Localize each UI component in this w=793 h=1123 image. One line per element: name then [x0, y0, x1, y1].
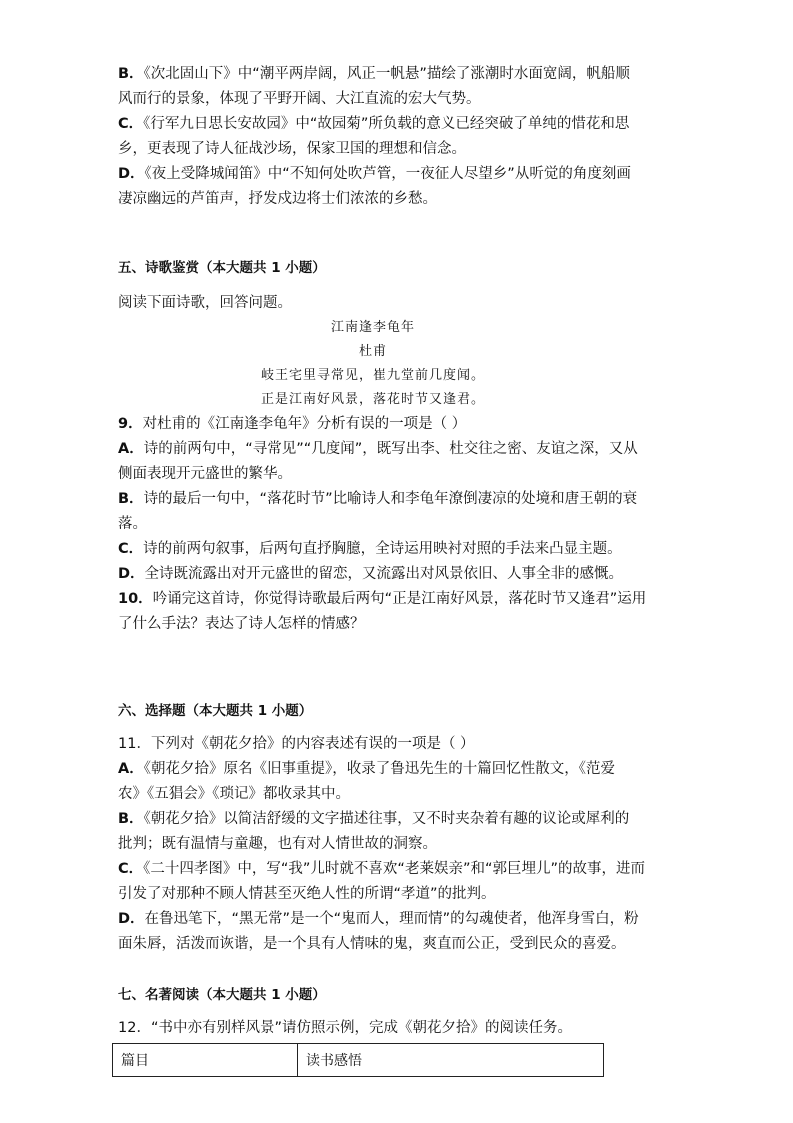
option-text: 在鲁迅笔下，“黑无常”是一个“鬼而人，理而情”的勾魂使者，他浑身雪白，粉 [144, 911, 639, 927]
option-text: 《夜上受降城闻笛》中“不知何处吹芦管，一夜征人尽望乡”从听觉的角度刻画 [144, 166, 631, 182]
section-heading-choice: 六、选择题（本大题共 1 小题） [118, 703, 313, 719]
option-text: 诗的最后一句中，“落花时节”比喻诗人和李龟年潦倒凄凉的处境和唐王朝的衰 [143, 491, 638, 507]
q11-option-c-line2: 引发了对那种不顾人情甚至灭绝人性的所谓“孝道”的批判。 [118, 886, 496, 902]
table-row [113, 1044, 604, 1077]
q11-option-d-line1 [118, 907, 678, 932]
q9-option-d [118, 562, 678, 587]
question-12-stem [118, 1016, 678, 1041]
option-d-line2: 凄凉幽远的芦笛声，抒发戍边将士们浓浓的乡愁。 [118, 191, 437, 207]
question-number: 9． [118, 416, 143, 432]
q11-option-c-line1 [118, 857, 678, 882]
question-text: “书中亦有别样风景”请仿照示例，完成《朝花夕拾》的阅读任务。 [150, 1020, 572, 1036]
q9-option-b-line1 [118, 487, 678, 512]
q9-option-a-line1 [118, 437, 678, 462]
q11-option-b-line1 [118, 807, 678, 832]
option-text: 《朝花夕拾》以简洁舒缓的文字描述往事，又不时夹杂着有趣的议论或犀利的 [143, 811, 630, 827]
option-label: A． [118, 441, 144, 457]
option-label: B． [118, 491, 144, 507]
question-10-line2: 了什么手法？表达了诗人怎样的情感？ [118, 616, 365, 632]
question-number: 11． [118, 736, 151, 752]
option-text: 《朝花夕拾》原名《旧事重提》，收录了鲁迅先生的十篇回忆性散文，《范爱 [143, 761, 615, 777]
poem-line-2: 正是江南好风景，落花时节又逢君。 [260, 392, 485, 407]
option-label: B． [118, 811, 144, 827]
table-header-title: 篇目 [113, 1044, 298, 1077]
table-header-reflection: 读书感悟 [298, 1044, 604, 1077]
q9-option-b-line2: 落。 [118, 516, 147, 532]
option-label: B． [118, 66, 144, 82]
question-11-stem [118, 732, 678, 757]
option-label: D． [118, 166, 145, 182]
option-text: 诗的前两句叙事，后两句直抒胸臆，全诗运用映衬对照的手法来凸显主题。 [143, 541, 622, 557]
option-text: 《行军九日思长安故园》中“故园菊”所负载的意义已经突破了单纯的惜花和思 [143, 116, 630, 132]
poem-author: 杜甫 [358, 344, 387, 359]
option-d-line1 [118, 162, 678, 187]
option-b-line2: 风而行的景象，体现了平野开阔、大江直流的宏大气势。 [118, 91, 481, 107]
option-b-line1 [118, 62, 678, 87]
q11-option-a-line2: 农》《五猖会》《琐记》都收录其中。 [118, 786, 350, 802]
question-number: 12． [118, 1020, 151, 1036]
page-content [118, 62, 678, 1077]
option-label: D． [118, 911, 145, 927]
section-heading-classics: 七、名著阅读（本大题共 1 小题） [118, 987, 326, 1003]
poem-title: 江南逢李龟年 [330, 320, 415, 335]
question-9-stem [118, 412, 678, 437]
option-text: 《次北固山下》中“潮平两岸阔，风正一帆悬”描绘了涨潮时水面宽阔，帆船顺 [143, 66, 630, 82]
option-text: 全诗既流露出对开元盛世的留恋，又流露出对风景依旧、人事全非的感慨。 [144, 566, 624, 582]
q9-option-a-line2: 侧面表现开元盛世的繁华。 [118, 466, 292, 482]
option-c-line1 [118, 112, 678, 137]
question-10-line1 [118, 587, 678, 612]
option-label: C． [118, 541, 144, 557]
q11-option-b-line2: 批判；既有温情与童趣，也有对人情世故的洞察。 [118, 836, 437, 852]
section-heading-poetry: 五、诗歌鉴赏（本大题共 1 小题） [118, 260, 326, 276]
question-number: 10． [118, 591, 153, 607]
poem-line-1: 岐王宅里寻常见，崔九堂前几度闻。 [260, 368, 485, 383]
q11-option-d-line2: 面朱唇，活泼而诙谐，是一个具有人情味的鬼，爽直而公正，受到民众的喜爱。 [118, 936, 626, 952]
question-text: 下列对《朝花夕拾》的内容表述有误的一项是（ ） [150, 736, 475, 752]
poem-intro: 阅读下面诗歌，回答问题。 [118, 295, 292, 311]
option-label: A． [118, 761, 144, 777]
question-text: 吟诵完这首诗，你觉得诗歌最后两句“正是江南好风景，落花时节又逢君”运用 [152, 591, 647, 607]
q9-option-c [118, 537, 678, 562]
q11-option-a-line1 [118, 757, 678, 782]
option-text: 诗的前两句中，“寻常见”“几度闻”，既写出李、杜交往之密、友谊之深，又从 [143, 441, 638, 457]
option-label: C． [118, 116, 144, 132]
option-text: 《二十四孝图》中，写“我”儿时就不喜欢“老莱娱亲”和“郭巨埋儿”的故事，进而 [143, 861, 645, 877]
option-c-line2: 乡，更表现了诗人征战沙场，保家卫国的理想和信念。 [118, 141, 466, 157]
option-label: C． [118, 861, 144, 877]
question-text: 对杜甫的《江南逢李龟年》分析有误的一项是（ ） [142, 416, 467, 432]
reading-task-table [112, 1043, 604, 1077]
option-label: D． [118, 566, 145, 582]
